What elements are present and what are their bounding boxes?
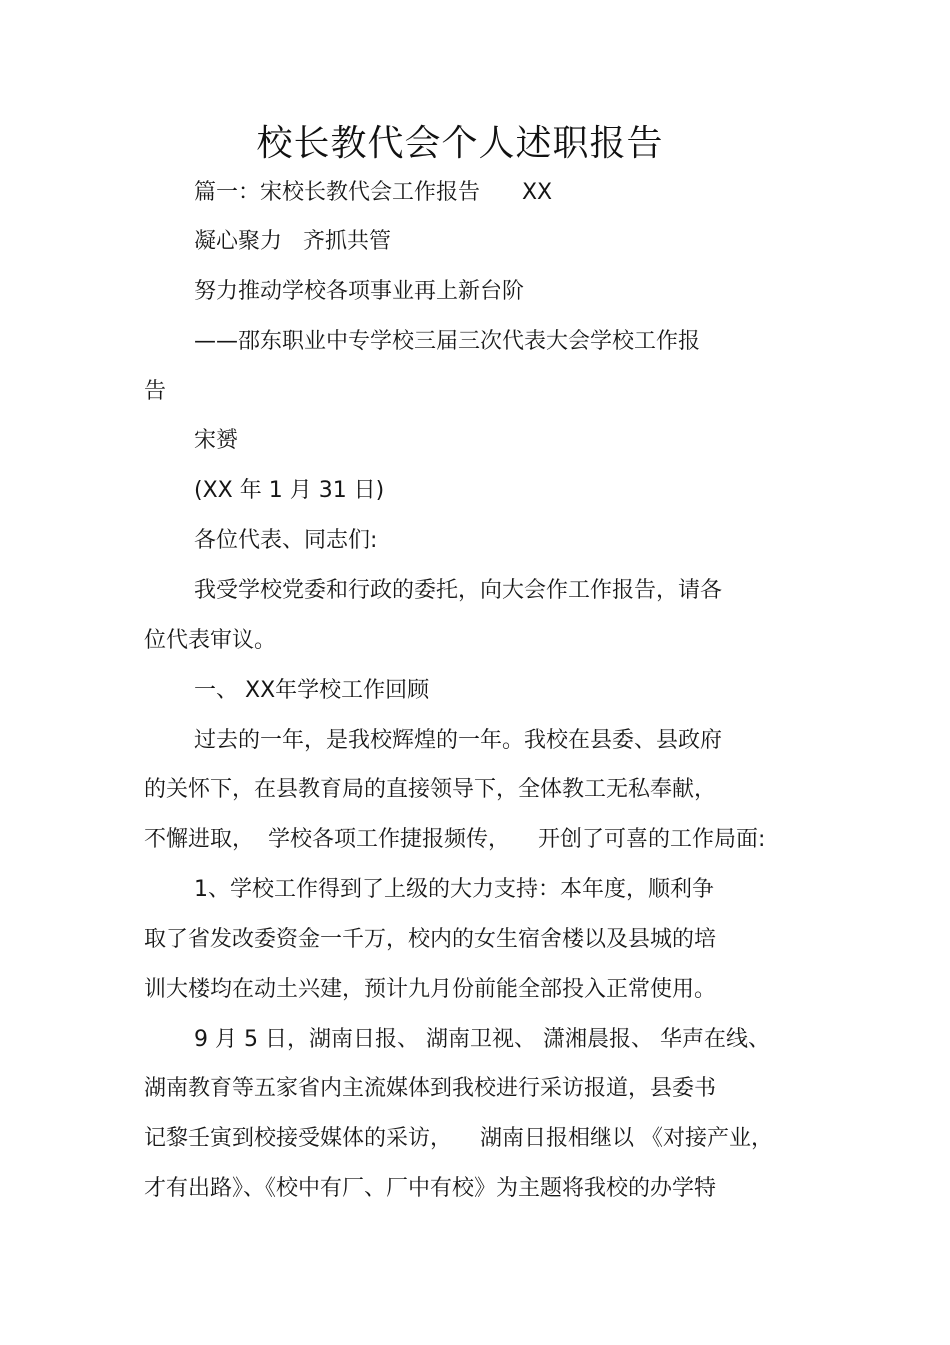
text-line: 位代表审议。 [144,628,277,653]
text-line: 一、 XX年学校工作回顾 [194,678,430,703]
text-line: ——邵东职业中专学校三届三次代表大会学校工作报 [194,329,701,354]
text-line: 1、学校工作得到了上级的大力支持：本年度，顺利争 [194,877,714,902]
text-line: 训大楼均在动土兴建，预计九月份前能全部投入正常使用。 [144,977,717,1002]
text-line: 我受学校党委和行政的委托，向大会作工作报告，请各 [194,578,723,603]
text-line: 宋赟 [194,428,239,453]
text-line: 凝心聚力 齐抓共管 [194,229,391,254]
text-line: (XX 年 1 月 31 日) [194,478,385,503]
document-title: 校长教代会个人述职报告 [256,123,664,164]
text-line: 取了省发改委资金一千万，校内的女生宿舍楼以及县城的培 [144,927,717,952]
text-line: 各位代表、同志们: [194,528,378,553]
text-line: 的关怀下，在县教育局的直接领导下，全体教工无私奉献， [144,777,717,802]
text-line: 记黎壬寅到校接受媒体的采访， 湖南日报相继以 《对接产业， [144,1126,773,1151]
text-line: 才有出路》、《校中有厂、厂中有校》为主题将我校的办学特 [144,1176,717,1201]
text-line: 告 [144,379,167,404]
text-line: 湖南教育等五家省内主流媒体到我校进行采访报道，县委书 [144,1076,717,1101]
text-line: 不懈进取， 学校各项工作捷报频传， 开创了可喜的工作局面: [144,827,766,852]
text-line: 篇一：宋校长教代会工作报告 XX [194,180,553,205]
text-line: 过去的一年，是我校辉煌的一年。我校在县委、县政府 [194,728,723,753]
text-line: 努力推动学校各项事业再上新台阶 [194,279,525,304]
text-line: 9 月 5 日，湖南日报、 湖南卫视、 潇湘晨报、 华声在线、 [194,1027,770,1052]
